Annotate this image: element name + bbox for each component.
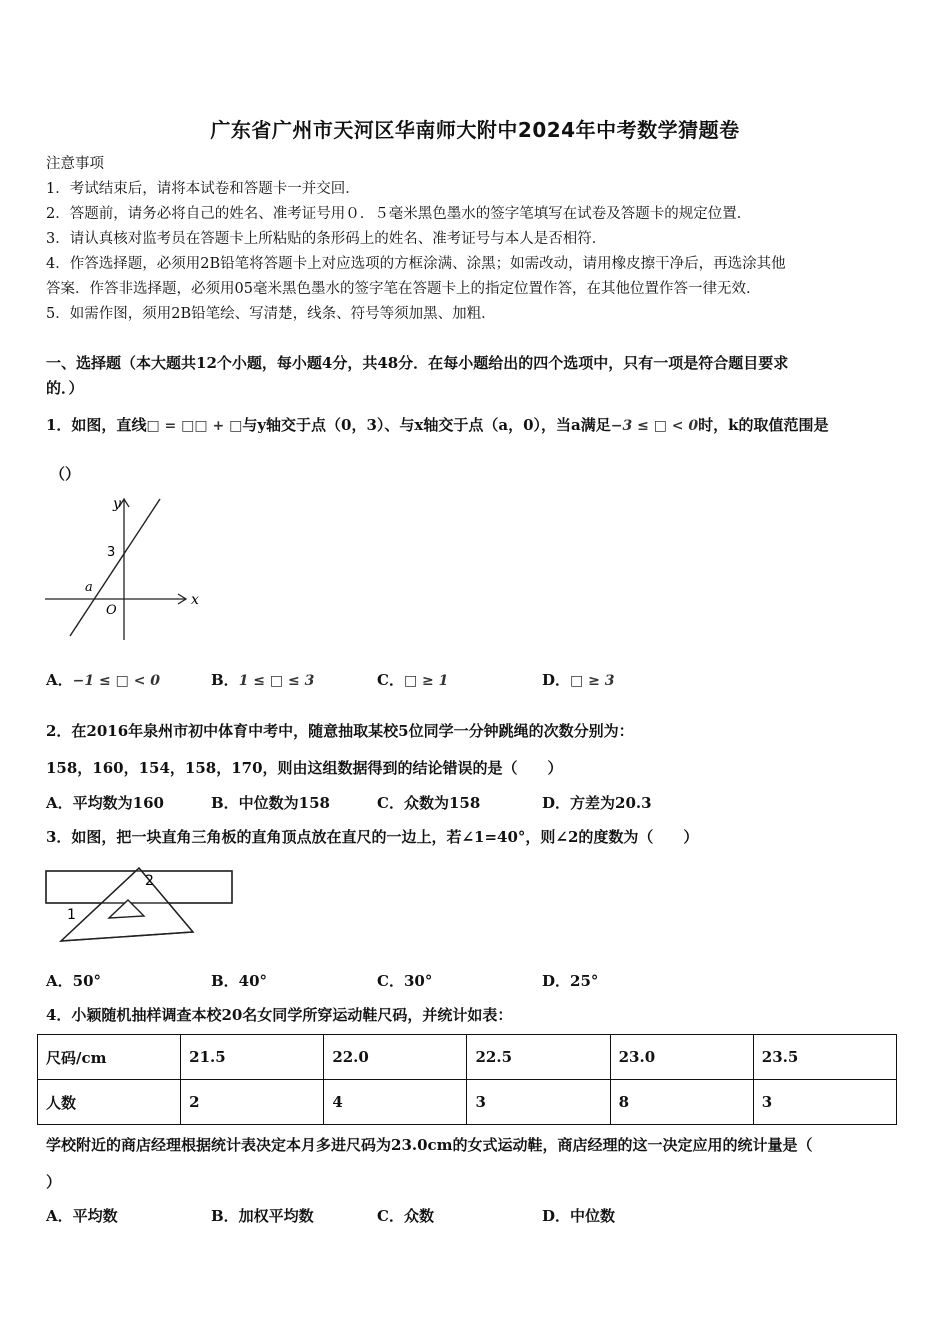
q1-graph	[40, 492, 210, 642]
table-cell: 2	[181, 1080, 324, 1125]
q3-option-d[interactable]: D．25°	[542, 972, 599, 990]
q1-option-c[interactable]	[377, 669, 448, 690]
option-math: □ ≥ 3	[570, 673, 615, 689]
table-cell: 23.0	[610, 1035, 753, 1080]
table-cell: 3	[753, 1080, 896, 1125]
notes-heading: 注意事项	[46, 156, 104, 172]
q2-option-a[interactable]: A．平均数为160	[46, 794, 164, 812]
q3-figure	[43, 864, 238, 948]
q1-condition: −3 ≤ □ < 0	[610, 418, 699, 434]
q1-option-d[interactable]	[542, 669, 614, 690]
table-cell: 8	[610, 1080, 753, 1125]
q2-stem-cont: 158，160，154，158，170，则由这组数据得到的结论错误的是（ ）	[46, 759, 563, 777]
table-cell: 23.5	[753, 1035, 896, 1080]
option-label: D．	[542, 671, 571, 689]
q3-stem: 3．如图，把一块直角三角板的直角顶点放在直尺的一边上，若∠1=40°，则∠2的度数为（ ）	[46, 828, 699, 846]
q1-option-b[interactable]	[211, 669, 314, 690]
option-label: A．	[46, 671, 73, 689]
q4-option-b[interactable]: B．加权平均数	[211, 1207, 314, 1225]
q1-text-1: 1．如图，直线	[46, 416, 147, 434]
angle2-label: 2	[145, 873, 154, 889]
x-tick-label: a	[85, 580, 93, 595]
section-heading-cont: 的．）	[46, 379, 84, 397]
table-cell: 21.5	[181, 1035, 324, 1080]
option-math: 1 ≤ □ ≤ 3	[238, 673, 315, 689]
q1-equation: □ = □□ + □	[146, 418, 243, 434]
table-cell: 22.0	[324, 1035, 467, 1080]
q4-option-a[interactable]: A．平均数	[46, 1207, 118, 1225]
q2-stem: 2．在2016年泉州市初中体育中考中，随意抽取某校5位同学一分钟跳绳的次数分别为：	[46, 722, 634, 740]
angle1-label: 1	[67, 907, 76, 923]
shoe-size-table	[37, 1034, 897, 1125]
table-cell: 4	[324, 1080, 467, 1125]
option-label: B．	[211, 671, 239, 689]
q4-option-d[interactable]: D．中位数	[542, 1207, 616, 1225]
section-heading: 一、选择题（本大题共12个小题，每小题4分，共48分．在每小题给出的四个选项中，只有一项是符合题目要求	[46, 354, 789, 372]
q2-option-b[interactable]: B．中位数为158	[211, 794, 330, 812]
option-label: C．	[377, 671, 404, 689]
q1-option-a[interactable]	[46, 669, 160, 690]
table-cell: 22.5	[467, 1035, 610, 1080]
y-label: y	[113, 496, 121, 512]
y-tick-label: 3	[107, 545, 116, 560]
table-cell: 尺码/cm	[38, 1035, 181, 1080]
q1-stem	[46, 414, 829, 435]
note-item: 4．作答选择题，必须用2B铅笔将答题卡上对应选项的方框涂满、涂黑；如需改动，请用橡皮擦干净后，再选涂其他	[46, 256, 786, 272]
q4-stem: 4．小颖随机抽样调查本校20名女同学所穿运动鞋尺码，并统计如表：	[46, 1006, 513, 1024]
q4-after: 学校附近的商店经理根据统计表决定本月多进尺码为23.0cm的女式运动鞋，商店经理的这一决定应用的统计量是（	[46, 1136, 813, 1154]
table-cell: 3	[467, 1080, 610, 1125]
q3-option-b[interactable]: B．40°	[211, 972, 268, 990]
q2-option-c[interactable]: C．众数为158	[377, 794, 481, 812]
option-math: −1 ≤ □ < 0	[72, 673, 161, 689]
page-title: 广东省广州市天河区华南师大附中2024年中考数学猜题卷	[210, 118, 740, 142]
x-label: x	[191, 592, 199, 608]
table-row	[38, 1080, 897, 1125]
q1-paren: （）	[50, 465, 81, 483]
table-cell: 人数	[38, 1080, 181, 1125]
note-item: 2．答题前，请务必将自己的姓名、准考证号用０．５毫米黑色墨水的签字笔填写在试卷及答题卡的规定位置．	[46, 206, 752, 222]
table-row	[38, 1035, 897, 1080]
note-item: 3．请认真核对监考员在答题卡上所粘贴的条形码上的姓名、准考证号与本人是否相符．	[46, 231, 607, 247]
q1-text-3: 时，k的取值范围是	[698, 416, 829, 434]
q3-option-a[interactable]: A．50°	[46, 972, 102, 990]
note-item: 5．如需作图，须用2B铅笔绘、写清楚，线条、符号等须加黑、加粗．	[46, 306, 496, 322]
q1-text-2: 与y轴交于点（0，3）、与x轴交于点（a，0），当a满足	[242, 416, 611, 434]
q2-option-d[interactable]: D．方差为20.3	[542, 794, 652, 812]
q3-option-c[interactable]: C．30°	[377, 972, 433, 990]
q4-option-c[interactable]: C．众数	[377, 1207, 434, 1225]
note-item: 答案．作答非选择题，必须用05毫米黑色墨水的签字笔在答题卡上的指定位置作答，在其他位置作答一律无效．	[46, 281, 761, 297]
origin-label: O	[106, 603, 117, 618]
option-math: □ ≥ 1	[403, 673, 449, 689]
note-item: 1．考试结束后，请将本试卷和答题卡一并交回．	[46, 181, 360, 197]
q4-after-cont: ）	[46, 1173, 62, 1191]
